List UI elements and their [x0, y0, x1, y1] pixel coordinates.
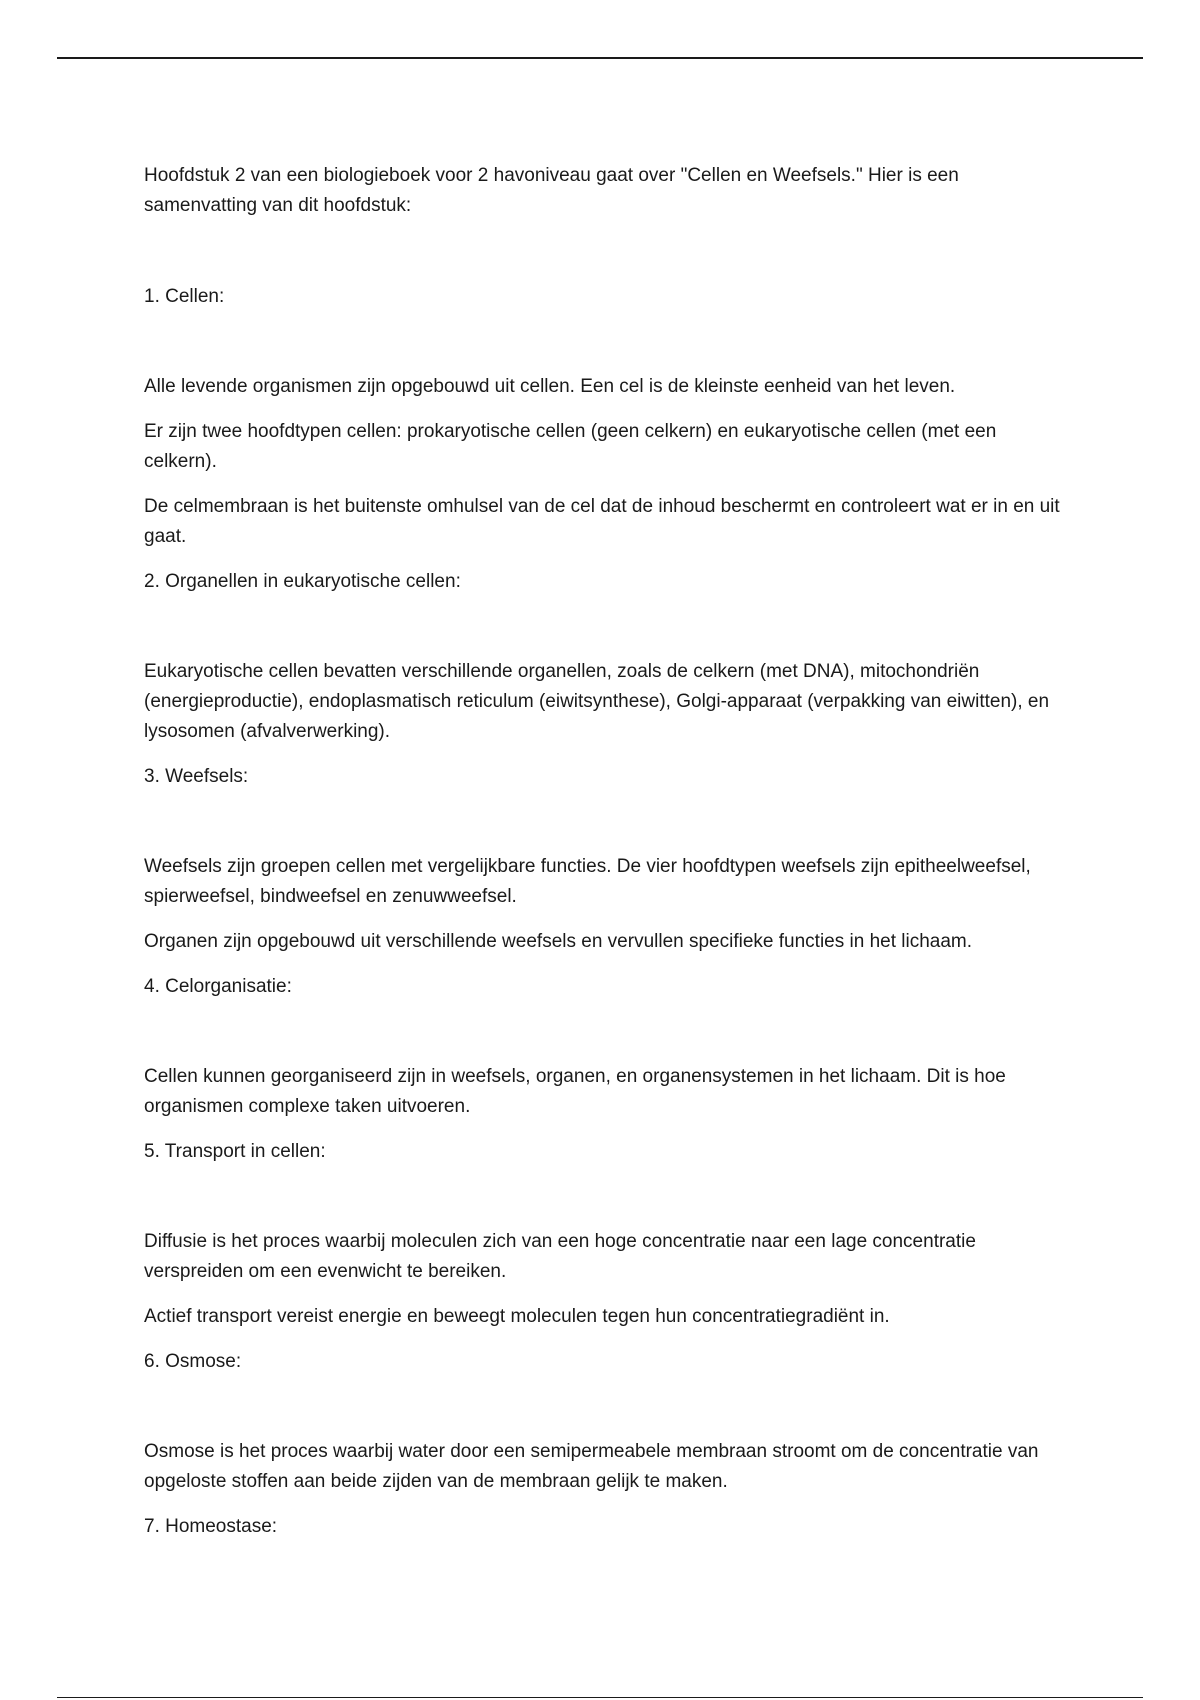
section-heading-cellen: 1. Cellen:: [144, 286, 225, 307]
section-heading-organellen: 2. Organellen in eukaryotische cellen:: [144, 571, 461, 592]
section-heading-homeostase: 7. Homeostase:: [144, 1516, 278, 1537]
section-heading-weefsels: 3. Weefsels:: [144, 766, 249, 787]
section-heading-transport: 5. Transport in cellen:: [144, 1141, 326, 1162]
footer-rule: [57, 1697, 1143, 1698]
paragraph: Osmose is het proces waarbij water door een semipermeabele membraan stroomt om de concentratie van opgeloste stoffen aan beide zijden van de membraan gelijk te maken.: [144, 1441, 1039, 1492]
paragraph: Er zijn twee hoofdtypen cellen: prokaryotische cellen (geen celkern) en eukaryotische cellen (met een celkern).: [144, 421, 997, 472]
section-heading-osmose: 6. Osmose:: [144, 1351, 242, 1372]
paragraph: Actief transport vereist energie en beweegt moleculen tegen hun concentratiegradiënt in.: [144, 1306, 890, 1327]
paragraph: Weefsels zijn groepen cellen met vergelijkbare functies. De vier hoofdtypen weefsels zijn epitheelweefsel, spierweefsel, bindweefsel en zenuwweefsel.: [144, 856, 1031, 907]
intro-paragraph: Hoofdstuk 2 van een biologieboek voor 2 havoniveau gaat over "Cellen en Weefsels." Hier is een samenvatting van dit hoofdstuk:: [144, 165, 959, 216]
header-rule: [57, 57, 1143, 59]
paragraph: Eukaryotische cellen bevatten verschillende organellen, zoals de celkern (met DNA), mitochondriën (energieproductie), endoplasmatisch reticulum (eiwitsynthese), Golgi-apparaat (verpakking van eiwitten), en lysosomen (afvalverwerking).: [144, 661, 1050, 742]
section-heading-celorganisatie: 4. Celorganisatie:: [144, 976, 292, 997]
paragraph: Alle levende organismen zijn opgebouwd uit cellen. Een cel is de kleinste eenheid van het leven.: [144, 376, 956, 397]
paragraph: Cellen kunnen georganiseerd zijn in weefsels, organen, en organensystemen in het lichaam. Dit is hoe organismen complexe taken uitvoeren.: [144, 1066, 1006, 1117]
paragraph: Organen zijn opgebouwd uit verschillende weefsels en vervullen specifieke functies in het lichaam.: [144, 931, 973, 952]
paragraph: Diffusie is het proces waarbij moleculen zich van een hoge concentratie naar een lage concentratie verspreiden om een evenwicht te bereiken.: [144, 1231, 976, 1282]
paragraph: De celmembraan is het buitenste omhulsel van de cel dat de inhoud beschermt en controleert wat er in en uit gaat.: [144, 496, 1060, 547]
